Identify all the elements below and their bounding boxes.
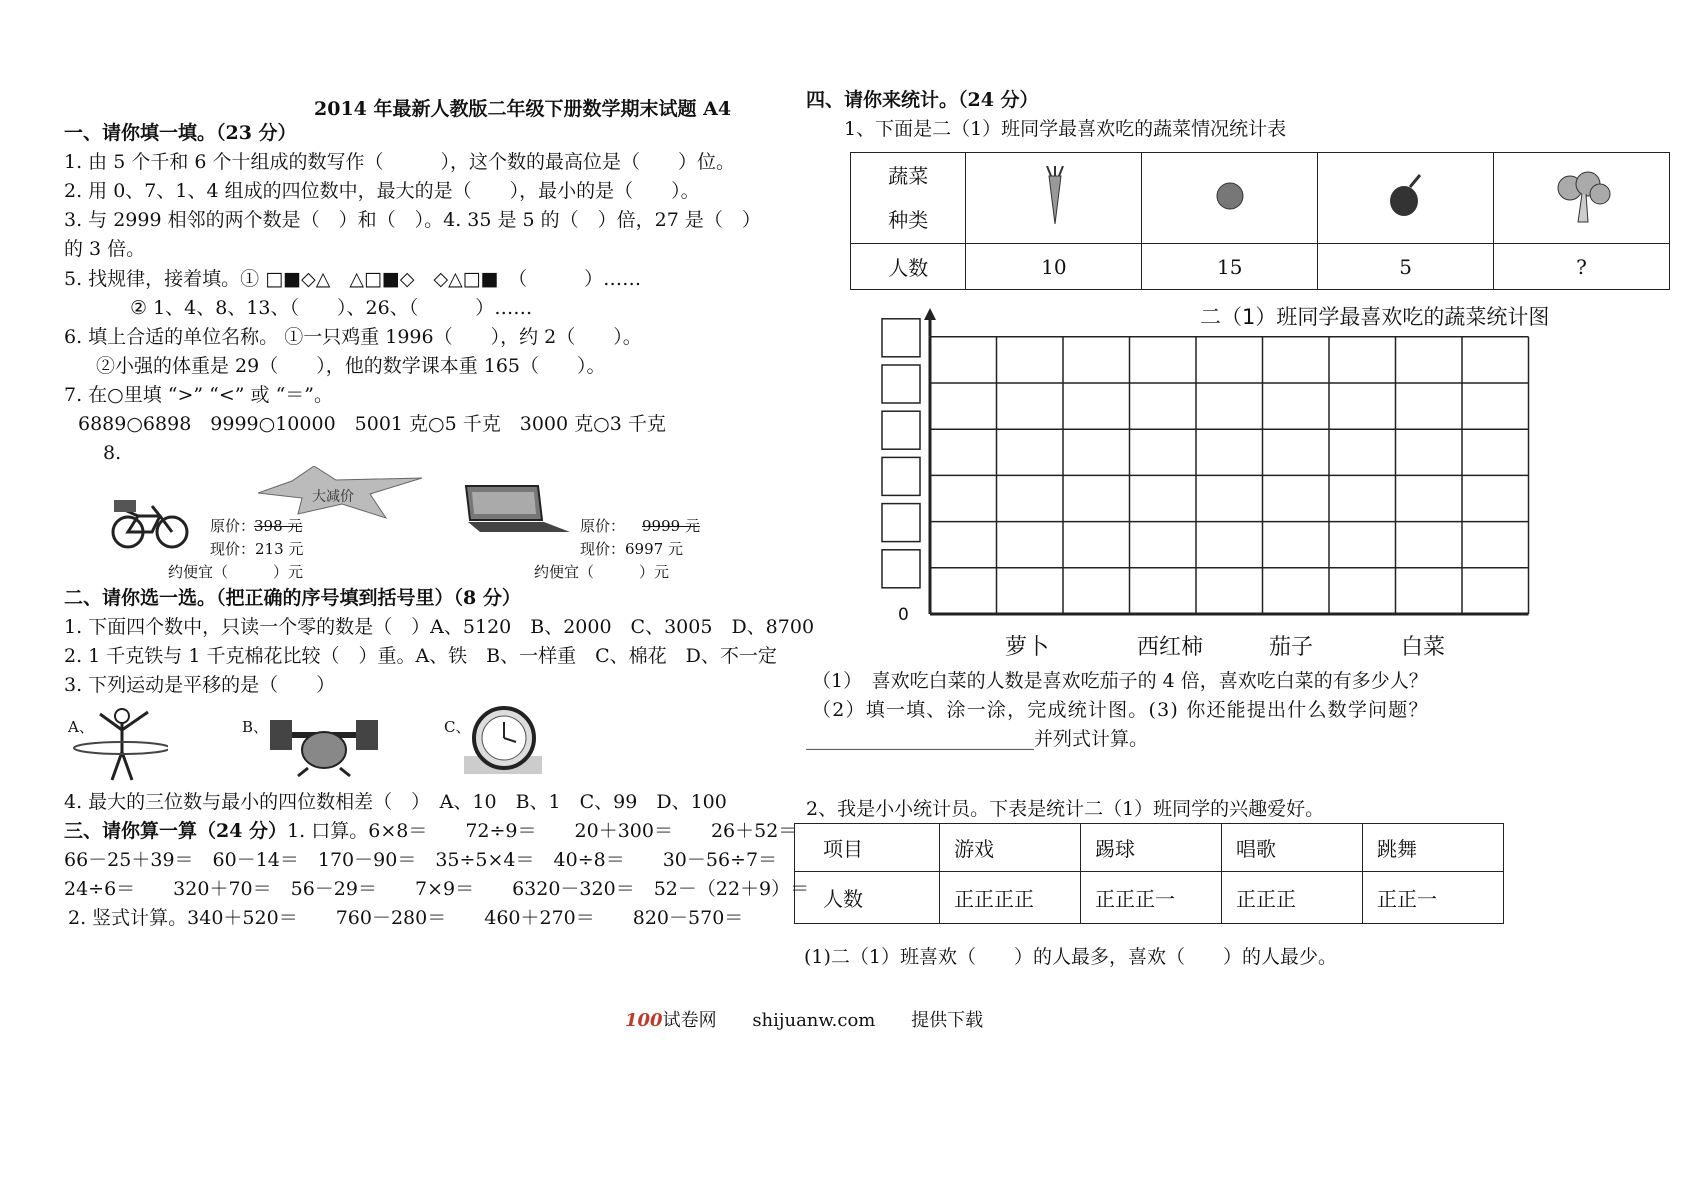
hobby-head-4: 跳舞: [1362, 824, 1503, 872]
veg-row-label: 人数: [851, 244, 966, 290]
site-name: 试卷网: [662, 1010, 717, 1031]
hula-hoop-icon: [64, 706, 168, 784]
stat-question-1: 1、下面是二（1）班同学最喜欢吃的蔬菜情况统计表: [844, 118, 1287, 140]
laptop-original-label: 原价：: [580, 517, 626, 535]
page-title: 2014 年最新人教版二年级下册数学期末试题 A4: [314, 98, 732, 120]
veg-header-line-1: 蔬菜: [888, 164, 929, 188]
site-logo: 100: [625, 1010, 663, 1031]
veg-cell-carrot: [966, 153, 1142, 244]
veg-count-cabbage: ?: [1494, 244, 1670, 290]
veg-header-line-2: 种类: [888, 208, 929, 232]
chart-y-axis-arrow: [924, 308, 936, 320]
section-1-heading: 一、请你填一填。（23 分）: [64, 122, 297, 144]
section-3-line: [64, 819, 797, 843]
bike-original-price: 398 元: [254, 517, 303, 535]
weightlifter-icon: [268, 712, 380, 778]
calc-line-3: 2. 竖式计算。340＋520＝ 760－280＝ 460＋270＝ 820－570＝: [68, 907, 744, 929]
hobby-row-0: 人数: [795, 872, 940, 924]
chart-y-tick-box: [882, 457, 920, 495]
q1-line-3: 3. 与 2999 相邻的两个数是（ ）和（ ）。4. 35 是 5 的（ ）倍，27 是（ ）: [64, 209, 761, 231]
chart-x-tick-label: 茄子: [1269, 635, 1314, 660]
chart-y-tick-box: [882, 504, 920, 542]
carrot-icon: [1039, 166, 1069, 226]
q2-line-4: 4. 最大的三位数与最小的四位数相差（ ） A、10 B、1 C、99 D、100: [64, 791, 727, 813]
q1-line-9: 7. 在○里填 “>” “<” 或 “＝”。: [64, 384, 334, 406]
bike-current-price: 现价：213 元: [210, 540, 304, 558]
stat-subquestion-1: （1） 喜欢吃白菜的人数是喜欢吃茄子的 4 倍，喜欢吃白菜的有多少人？: [812, 670, 1428, 692]
vegetable-table: [850, 152, 1670, 290]
bike-original-label: 原价：: [210, 517, 256, 535]
hobby-head-3: 唱歌: [1222, 824, 1363, 872]
laptop-original-price: 9999 元: [642, 517, 700, 535]
chart-y-tick-box: [882, 411, 920, 449]
q1-line-5: 5. 找规律，接着填。① □■◇△ △□■◇ ◇△□■ （ ）……: [64, 268, 642, 290]
chart-y-tick-label: 0: [898, 605, 909, 625]
chart-x-tick-label: 萝卜: [1005, 635, 1050, 660]
q1-line-10: 6889○6898 9999○10000 5001 克○5 千克 3000 克○3 千克: [78, 413, 666, 435]
bicycle-icon: [108, 494, 192, 552]
eggplant-icon: [1386, 173, 1426, 219]
footer: [625, 1006, 983, 1032]
laptop-icon: [462, 484, 572, 534]
q1-line-4: 的 3 倍。: [64, 238, 146, 260]
clock-icon: [464, 704, 542, 776]
hobby-head-1: 游戏: [940, 824, 1081, 872]
q1-line-8: ②小强的体重是 29（ ），他的数学课本重 165（ ）。: [96, 355, 606, 377]
q2-line-2: 2. 1 千克铁与 1 千克棉花比较（ ）重。A、铁 B、一样重 C、棉花 D、不一定: [64, 645, 777, 667]
hobby-head-2: 踢球: [1081, 824, 1222, 872]
hobby-head-0: 项目: [795, 824, 940, 872]
q1-line-11: 8.: [103, 442, 122, 464]
vegetable-table-header: [851, 153, 966, 244]
section-4-heading: 四、请你来统计。（24 分）: [806, 89, 1039, 111]
q2-line-3: 3. 下列运动是平移的是（ ）: [64, 674, 336, 696]
laptop-savings: 约便宜（ ）元: [534, 563, 670, 581]
option-b-label: B、: [242, 718, 269, 736]
q2-line-1: 1. 下面四个数中，只读一个零的数是（ ）A、5120 B、2000 C、3005 D、8700: [64, 616, 815, 638]
veg-count-tomato: 15: [1142, 244, 1318, 290]
hobby-row-3: 正正正: [1222, 872, 1363, 924]
bike-savings: 约便宜（ ）元: [168, 563, 304, 581]
laptop-current-price: 现价：6997 元: [580, 540, 683, 558]
sale-star-text: 大减价: [312, 489, 354, 505]
hobby-row-4: 正正一: [1362, 872, 1503, 924]
stat-subquestion-2: （2）填一填、涂一涂，完成统计图。(3) 你还能提出什么数学问题？: [812, 699, 1429, 721]
site-tail: 提供下载: [911, 1010, 984, 1031]
hobby-question: (1)二（1）班喜欢（ ）的人最多，喜欢（ ）的人最少。: [804, 946, 1338, 968]
q1-line-6: ② 1、4、8、13、（ ）、26、（ ）……: [130, 297, 533, 319]
calc-line-2: 24÷6＝ 320＋70＝ 56－29＝ 7×9＝ 6320－320＝ 52－（22＋9）＝: [64, 878, 810, 900]
chart-title: 二（1）班同学最喜欢吃的蔬菜统计图: [1200, 305, 1550, 329]
q1-line-2: 2. 用 0、7、1、4 组成的四位数中，最大的是（ ），最小的是（ ）。: [64, 180, 700, 202]
stat-question-2: 2、我是小小统计员。下表是统计二（1）班同学的兴趣爱好。: [806, 798, 1325, 820]
section-2-heading: 二、请你选一选。（把正确的序号填到括号里）（8 分）: [64, 587, 521, 609]
veg-cell-cabbage: [1494, 153, 1670, 244]
option-c-label: C、: [444, 718, 471, 736]
tomato-icon: [1214, 180, 1246, 212]
chart-x-tick-label: 白菜: [1401, 635, 1446, 660]
chart-x-tick-label: 西红柿: [1137, 635, 1204, 660]
chart-y-tick-box: [882, 319, 920, 357]
site-url: shijuanw.com: [752, 1010, 876, 1031]
chart-y-tick-box: [882, 365, 920, 403]
chart-y-tick-box: [882, 550, 920, 588]
q1-line-7: 6. 填上合适的单位名称。 ①一只鸡重 1996（ ），约 2（ ）。: [64, 326, 642, 348]
section-3-heading: 三、请你算一算（24 分）: [64, 820, 288, 842]
veg-cell-tomato: [1142, 153, 1318, 244]
hobby-row-2: 正正正一: [1081, 872, 1222, 924]
stat-subquestion-3: ________________________并列式计算。: [806, 728, 1149, 750]
hobby-row-1: 正正正正: [940, 872, 1081, 924]
veg-count-carrot: 10: [966, 244, 1142, 290]
option-a-label: A、: [68, 718, 94, 736]
hobby-table: [794, 823, 1504, 924]
q1-line-1: 1. 由 5 个千和 6 个十组成的数写作（ ），这个数的最高位是（ ）位。: [64, 151, 736, 173]
section-3-mental-math: 1. 口算。6×8＝ 72÷9＝ 20＋300＝ 26＋52＝: [287, 820, 798, 842]
vegetable-bar-chart: [870, 298, 1684, 666]
veg-count-eggplant: 5: [1318, 244, 1494, 290]
calc-line-1: 66－25＋39＝ 60－14＝ 170－90＝ 35÷5×4＝ 40÷8＝ 30－56÷7＝: [64, 849, 778, 871]
veg-cell-eggplant: [1318, 153, 1494, 244]
cabbage-icon: [1550, 168, 1614, 224]
